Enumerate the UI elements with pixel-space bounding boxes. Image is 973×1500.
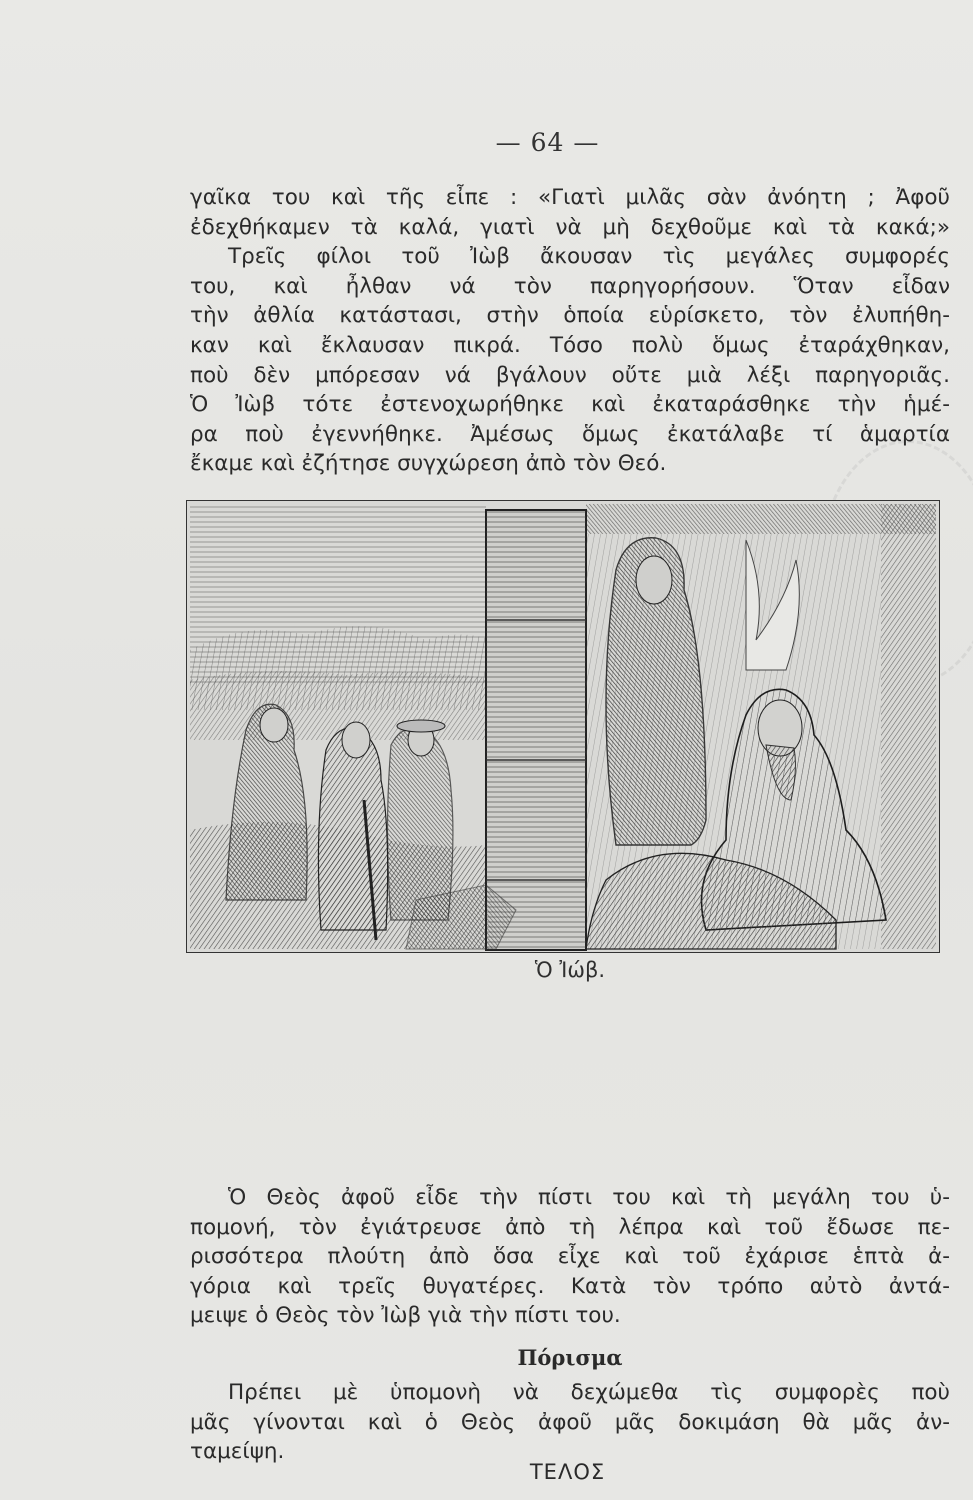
text-line: Πρέπει μὲ ὑπομονὴ νὰ δεχώμεθα τὶς συμφορὲς ποὺ: [228, 1380, 950, 1405]
end-marker: ΤΕΛΟΣ: [529, 1460, 606, 1484]
text-line: Ὁ Θεὸς ἀφοῦ εἶδε τὴν πίστι του καὶ τὴ μεγάλη του ὑ-: [228, 1185, 950, 1210]
page-number: — 64 —: [495, 128, 600, 157]
text-line: ἐδεχθήκαμεν τὰ καλά, γιατὶ νὰ μὴ δεχθοῦμε καὶ τὰ κακά;»: [190, 214, 950, 240]
text-line: ἔκαμε καὶ ἐζήτησε συγχώρεση ἀπὸ τὸν Θεό.: [190, 451, 667, 477]
moral-heading: Πόρισμα: [517, 1345, 623, 1370]
text-line: ρα ποὺ ἐγεννήθηκε. Ἀμέσως ὅμως ἐκατάλαβε τί ἁμαρτία: [190, 421, 950, 447]
text-line: Ὁ Ἰὼβ τότε ἐστενοχωρήθηκε καὶ ἐκαταράσθηκε τὴν ἡμέ-: [190, 392, 950, 418]
text-line: γόρια καὶ τρεῖς θυγατέρες. Κατὰ τὸν τρόπο αὐτὸ ἀντά-: [190, 1273, 950, 1299]
text-line: μᾶς γίνονται καὶ ὁ Θεὸς ἀφοῦ μᾶς δοκιμάση θὰ μᾶς ἀν-: [190, 1409, 950, 1435]
job-engraving-illustration: [186, 500, 940, 953]
text-line: ποὺ δὲν μπόρεσαν νά βγάλουν οὔτε μιὰ λέξι παρηγοριᾶς.: [190, 362, 950, 388]
text-line: πομονή, τὸν ἐγιάτρευσε ἀπὸ τὴ λέπρα καὶ τοῦ ἔδωσε πε-: [190, 1214, 950, 1240]
text-line: γαῖκα του καὶ τῆς εἶπε : «Γιατὶ μιλᾶς σὰν ἀνόητη ; Ἀφοῦ: [190, 185, 950, 210]
text-line: τὴν ἀθλία κατάστασι, στὴν ὁποία εὑρίσκετο, τὸν ἐλυπήθη-: [190, 303, 950, 329]
text-line: του, καὶ ἦλθαν νά τὸν παρηγορήσουν. Ὅταν εἶδαν: [190, 273, 950, 299]
bottom-paragraph: [190, 1183, 950, 1331]
text-line: μειψε ὁ Θεὸς τὸν Ἰὼβ γιὰ τὴν πίστι του.: [190, 1303, 621, 1329]
moral-paragraph: [190, 1378, 950, 1467]
text-line: καν καὶ ἔκλαυσαν πικρά. Τόσο πολὺ ὅμως ἐταράχθηκαν,: [190, 332, 950, 358]
text-line: Τρεῖς φίλοι τοῦ Ἰὼβ ἄκουσαν τὶς μεγάλες συμφορές: [228, 244, 950, 270]
text-line: ταμείψη.: [190, 1439, 285, 1465]
illustration-caption: Ὁ Ἰώβ.: [534, 958, 606, 982]
top-paragraph: [190, 183, 950, 479]
text-line: ρισσότερα πλούτη ἀπὸ ὅσα εἶχε καὶ τοῦ ἐχάρισε ἑπτὰ ἀ-: [190, 1244, 950, 1270]
